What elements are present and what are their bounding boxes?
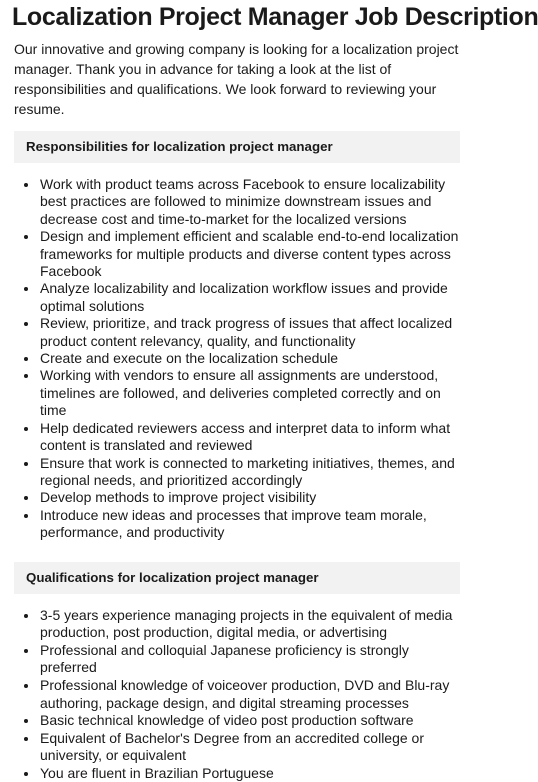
list-item: • Equivalent of Bachelor's Degree from an accredited college or university, or equivalent [39, 730, 460, 765]
list-item: • Professional and colloquial Japanese proficiency is strongly preferred [39, 642, 460, 677]
responsibilities-list [14, 176, 460, 542]
page-title: Localization Project Manager Job Description [12, 3, 538, 31]
list-item: • Develop methods to improve project visibility [39, 489, 460, 506]
list-item: • Professional knowledge of voiceover production, DVD and Blu-ray authoring, package design, and digital streaming processes [39, 677, 460, 712]
list-item: • Introduce new ideas and processes that improve team morale, performance, and productivity [39, 507, 460, 542]
list-item: • Create and execute on the localization schedule [39, 350, 460, 367]
list-item: • Basic technical knowledge of video post production software [39, 712, 460, 730]
list-item: • You are fluent in Brazilian Portuguese [39, 765, 460, 782]
list-item: • Working with vendors to ensure all assignments are understood, timelines are followed, and deliveries completed correctly and on time [39, 367, 460, 419]
list-item: • 3-5 years experience managing projects in the equivalent of media production, post production, digital media, or advertising [39, 607, 460, 642]
list-item: • Review, prioritize, and track progress of issues that affect localized product content relevancy, quality, and functionality [39, 315, 460, 350]
list-item: • Analyze localizability and localization workflow issues and provide optimal solutions [39, 280, 460, 315]
qualifications-heading: Qualifications for localization project manager [14, 562, 460, 594]
intro-paragraph: Our innovative and growing company is looking for a localization project manager. Thank you in advance for taking a look at the list of responsibilities and qualifications. We look forward to reviewing your resume. [14, 41, 459, 117]
list-item: • Ensure that work is connected to marketing initiatives, themes, and regional needs, and prioritized accordingly [39, 455, 460, 490]
list-item: • Help dedicated reviewers access and interpret data to inform what content is translated and reviewed [39, 420, 460, 455]
responsibilities-heading: Responsibilities for localization project manager [14, 131, 460, 163]
list-item: • Design and implement efficient and scalable end-to-end localization frameworks for multiple products and diverse content types across Facebook [39, 228, 460, 280]
qualifications-list [14, 607, 460, 782]
list-item: • Work with product teams across Facebook to ensure localizability best practices are followed to minimize downstream issues and decrease cost and time-to-market for the localized versions [39, 176, 460, 228]
